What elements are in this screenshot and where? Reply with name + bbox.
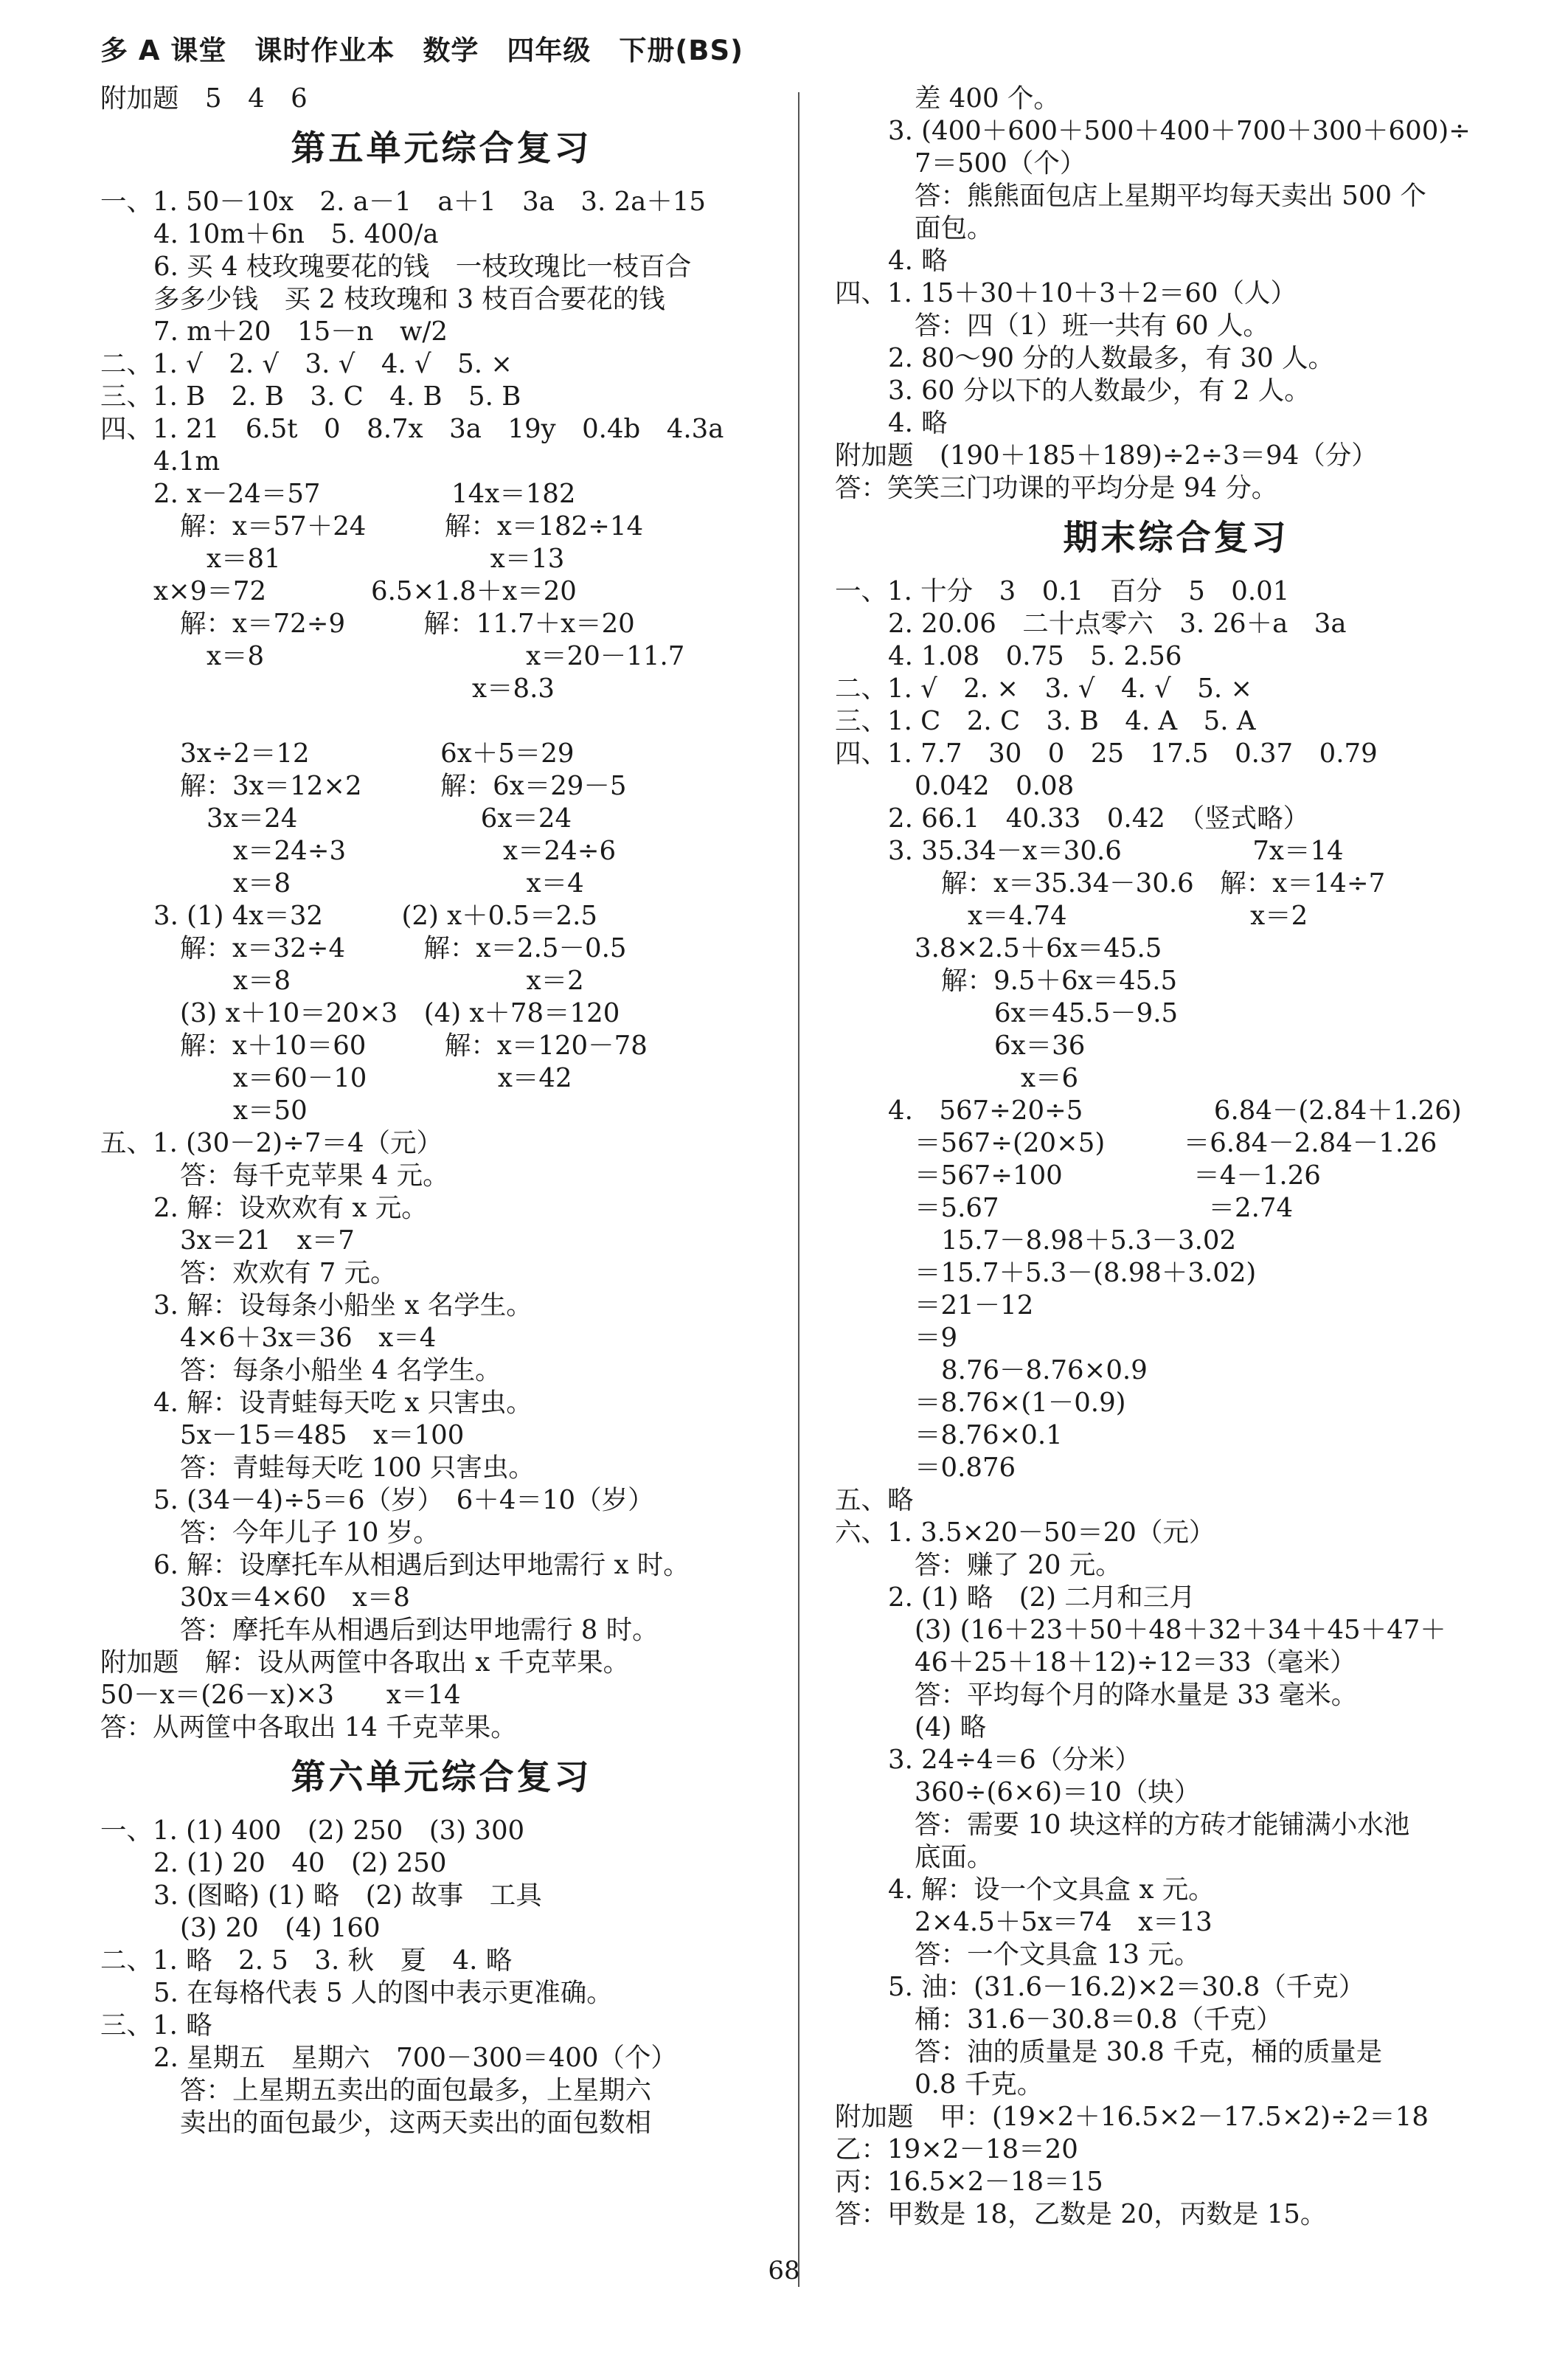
answer-line: 答：一个文具盒 13 元。: [915, 1939, 1201, 1970]
answer-line: 46＋25＋18＋12)÷12＝33（毫米）: [915, 1647, 1356, 1678]
answer-line: 0.042 0.08: [915, 771, 1075, 801]
answer-line: ＝15.7＋5.3－(8.98＋3.02): [915, 1258, 1257, 1288]
answer-line: ＝9: [915, 1323, 958, 1353]
answer-line: 附加题 (190＋185＋189)÷2÷3＝94（分）: [835, 440, 1378, 471]
answer-line: 2. 80～90 分的人数最多，有 30 人。: [888, 343, 1335, 373]
answer-line: 5. 油：(31.6－16.2)×2＝30.8（千克）: [888, 1972, 1365, 2002]
answer-line: ＝21－12: [915, 1290, 1034, 1321]
answer-line: 3.8×2.5＋6x＝45.5: [915, 933, 1162, 963]
answer-line: 答：每千克苹果 4 元。: [180, 1160, 449, 1191]
answer-line: 8.76－8.76×0.9: [941, 1355, 1148, 1385]
answer-line: 2. x－24＝57 14x＝182: [153, 479, 576, 509]
answer-line: 6. 解：设摩托车从相遇后到达甲地需行 x 时。: [153, 1550, 690, 1580]
answer-line: 4. 解：设一个文具盒 x 元。: [888, 1875, 1215, 1905]
answer-line: ＝567÷(20×5) ＝6.84－2.84－1.26: [915, 1128, 1437, 1158]
answer-line: 2. 20.06 二十点零六 3. 26＋a 3a: [888, 609, 1347, 639]
answer-line: (3) (16＋23＋50＋48＋32＋34＋45＋47＋: [915, 1615, 1446, 1645]
answer-line: 3x÷2＝12 6x＋5＝29: [180, 738, 575, 769]
answer-line: 丙：16.5×2－18＝15: [835, 2167, 1103, 2197]
answer-line: 答：四（1）班一共有 60 人。: [915, 311, 1269, 341]
answer-line: 3. 60 分以下的人数最少，有 2 人。: [888, 375, 1311, 406]
answer-line: 5. (34－4)÷5＝6（岁） 6＋4＝10（岁）: [153, 1485, 654, 1515]
answer-line: x×9＝72 6.5×1.8＋x＝20: [153, 576, 577, 606]
answer-line: 4. 567÷20÷5 6.84－(2.84＋1.26): [888, 1095, 1462, 1126]
answer-line: 解：x＝57＋24 解：x＝182÷14: [180, 511, 644, 541]
answer-line: (4) 略: [915, 1712, 987, 1742]
answer-line: 3x＝24 6x＝24: [207, 803, 572, 834]
page-number: 68: [768, 2256, 800, 2285]
answer-line: 解：3x＝12×2 解：6x＝29－5: [180, 771, 627, 801]
answer-line: 附加题 5 4 6: [100, 83, 308, 114]
answer-line: 面包。: [915, 213, 993, 243]
answer-line: ＝0.876: [915, 1453, 1016, 1483]
page-header: 多 A 课堂 课时作业本 数学 四年级 下册(BS): [100, 35, 744, 66]
answer-line: 2. 星期五 星期六 700－300＝400（个）: [153, 2043, 677, 2073]
answer-line: 答：需要 10 块这样的方砖才能铺满小水池: [915, 1810, 1410, 1840]
answer-line: 乙：19×2－18＝20: [835, 2134, 1078, 2164]
answer-line: 答：平均每个月的降水量是 33 毫米。: [915, 1680, 1358, 1710]
answer-line: 解：x＋10＝60 解：x＝120－78: [180, 1031, 648, 1061]
answer-line: 3. 解：设每条小船坐 x 名学生。: [153, 1290, 533, 1321]
answer-line: 3. 35.34－x＝30.6 7x＝14: [888, 836, 1344, 866]
answer-line: 四、1. 15＋30＋10＋3＋2＝60（人）: [835, 278, 1297, 308]
answer-line: 解：x＝72÷9 解：11.7＋x＝20: [180, 609, 635, 639]
answer-line: 答：笑笑三门功课的平均分是 94 分。: [835, 473, 1278, 503]
answer-line: 4. 1.08 0.75 5. 2.56: [888, 641, 1182, 671]
answer-line: 4. 略: [888, 408, 948, 438]
answer-line: 二、1. 略 2. 5 3. 秋 夏 4. 略: [100, 1945, 513, 1976]
answer-line: 15.7－8.98＋5.3－3.02: [941, 1225, 1237, 1256]
answer-line: 一、1. (1) 400 (2) 250 (3) 300: [100, 1816, 525, 1846]
answer-line: (3) 20 (4) 160: [180, 1913, 381, 1943]
answer-line: 四、1. 7.7 30 0 25 17.5 0.37 0.79: [835, 738, 1378, 769]
answer-line: 答：今年儿子 10 岁。: [180, 1517, 440, 1548]
answer-line: 5x－15＝485 x＝100: [180, 1420, 465, 1450]
answer-line: 7. m＋20 15－n w/2: [153, 316, 448, 347]
answer-line: 六、1. 3.5×20－50＝20（元）: [835, 1517, 1215, 1548]
answer-line: 7＝500（个）: [915, 148, 1086, 179]
answer-line: 答：熊熊面包店上星期平均每天卖出 500 个: [915, 181, 1426, 211]
answer-line: 差 400 个。: [915, 83, 1060, 114]
answer-line: x＝6: [1021, 1063, 1079, 1093]
right-column: [835, 83, 1517, 2231]
answer-line: x＝8.3: [472, 674, 555, 704]
answer-line: 一、1. 50－10x 2. a－1 a＋1 3a 3. 2a＋15: [100, 187, 707, 217]
answer-line: 4×6＋3x＝36 x＝4: [180, 1323, 437, 1353]
answer-line: 3. (1) 4x＝32 (2) x＋0.5＝2.5: [153, 901, 598, 931]
answer-line: 二、1. √ 2. × 3. √ 4. √ 5. ×: [835, 674, 1253, 704]
column-divider: [798, 92, 799, 2287]
answer-line: 50－x＝(26－x)×3 x＝14: [100, 1680, 461, 1710]
answer-line: 解：9.5＋6x＝45.5: [941, 966, 1178, 996]
answer-line: 4. 解：设青蛙每天吃 x 只害虫。: [153, 1388, 533, 1418]
answer-line: 360÷(6×6)＝10（块）: [915, 1777, 1201, 1807]
answer-line: 3. (400＋600＋500＋400＋700＋300＋600)÷: [888, 116, 1471, 146]
answer-line: 答：摩托车从相遇后到达甲地需行 8 时。: [180, 1615, 659, 1645]
answer-line: 答：甲数是 18，乙数是 20，丙数是 15。: [835, 2199, 1327, 2229]
answer-line: 三、1. B 2. B 3. C 4. B 5. B: [100, 381, 521, 412]
answer-line: x＝24÷3 x＝24÷6: [233, 836, 617, 866]
answer-line: x＝4.74 x＝2: [968, 901, 1308, 931]
answer-line: ＝8.76×0.1: [915, 1420, 1063, 1450]
answer-line: 卖出的面包最少，这两天卖出的面包数相: [180, 2108, 652, 2138]
answer-line: 答：上星期五卖出的面包最多，上星期六: [180, 2075, 652, 2105]
answer-line: 4. 略: [888, 246, 948, 276]
section-title: 期末综合复习: [1063, 518, 1289, 558]
answer-line: ＝5.67 ＝2.74: [915, 1193, 1294, 1223]
answer-line: 答：欢欢有 7 元。: [180, 1258, 397, 1288]
section-title: 第五单元综合复习: [291, 128, 592, 169]
answer-line: x＝8 x＝2: [233, 966, 584, 996]
answer-line: 6. 买 4 枝玫瑰要花的钱 一枝玫瑰比一枝百合: [153, 252, 692, 282]
answer-line: 30x＝4×60 x＝8: [180, 1582, 410, 1613]
answer-line: 答：从两筐中各取出 14 千克苹果。: [100, 1712, 517, 1742]
answer-line: 解：x＝32÷4 解：x＝2.5－0.5: [180, 933, 627, 963]
answer-line: x＝8 x＝20－11.7: [207, 641, 685, 671]
answer-line: 桶：31.6－30.8＝0.8（千克）: [915, 2004, 1283, 2035]
section-title: 第六单元综合复习: [291, 1757, 592, 1798]
answer-line: 答：每条小船坐 4 名学生。: [180, 1355, 502, 1385]
answer-line: 二、1. √ 2. √ 3. √ 4. √ 5. ×: [100, 349, 513, 379]
answer-line: 4. 10m＋6n 5. 400/a: [153, 219, 439, 249]
answer-line: 4.1m: [153, 446, 221, 477]
answer-line: 0.8 千克。: [915, 2069, 1044, 2100]
answer-line: x＝8 x＝4: [233, 868, 584, 899]
answer-line: 附加题 甲：(19×2＋16.5×2－17.5×2)÷2＝18: [835, 2102, 1429, 2132]
answer-line: 6x＝36: [994, 1031, 1086, 1061]
answer-line: 解：x＝35.34－30.6 解：x＝14÷7: [941, 868, 1386, 899]
answer-line: 3x＝21 x＝7: [180, 1225, 355, 1256]
answer-line: 四、1. 21 6.5t 0 8.7x 3a 19y 0.4b 4.3a: [100, 414, 724, 444]
answer-line: 答：赚了 20 元。: [915, 1550, 1122, 1580]
answer-line: 答：青蛙每天吃 100 只害虫。: [180, 1453, 535, 1483]
answer-line: x＝81 x＝13: [207, 544, 565, 574]
answer-line: 五、1. (30－2)÷7＝4（元）: [100, 1128, 443, 1158]
answer-line: x＝60－10 x＝42: [233, 1063, 572, 1093]
spacer: [100, 705, 783, 738]
answer-line: 五、略: [835, 1485, 914, 1515]
answer-line: 5. 在每格代表 5 人的图中表示更准确。: [153, 1978, 613, 2008]
answer-line: ＝8.76×(1－0.9): [915, 1388, 1126, 1418]
answer-line: 2. 66.1 40.33 0.42 （竖式略）: [888, 803, 1310, 834]
answer-line: 2. (1) 略 (2) 二月和三月: [888, 1582, 1196, 1613]
answer-line: 3. (图略) (1) 略 (2) 故事 工具: [153, 1880, 542, 1911]
answer-line: 6x＝45.5－9.5: [994, 998, 1179, 1028]
answer-line: 答：油的质量是 30.8 千克，桶的质量是: [915, 2037, 1383, 2067]
answer-line: 2. 解：设欢欢有 x 元。: [153, 1193, 428, 1223]
answer-line: 一、1. 十分 3 0.1 百分 5 0.01: [835, 576, 1290, 606]
answer-line: (3) x＋10＝20×3 (4) x＋78＝120: [180, 998, 620, 1028]
answer-line: 3. 24÷4＝6（分米）: [888, 1745, 1141, 1775]
answer-line: x＝50: [233, 1095, 308, 1126]
answer-line: 2. (1) 20 40 (2) 250: [153, 1848, 447, 1878]
answer-line: 附加题 解：设从两筐中各取出 x 千克苹果。: [100, 1647, 630, 1678]
left-column: [100, 83, 783, 2139]
answer-line: 三、1. C 2. C 3. B 4. A 5. A: [835, 706, 1256, 736]
answer-line: 底面。: [915, 1842, 993, 1872]
answer-line: 三、1. 略: [100, 2010, 212, 2041]
answer-line: 2×4.5＋5x＝74 x＝13: [915, 1907, 1213, 1937]
answer-line: 多多少钱 买 2 枝玫瑰和 3 枝百合要花的钱: [153, 284, 665, 314]
answer-line: ＝567÷100 ＝4－1.26: [915, 1160, 1321, 1191]
